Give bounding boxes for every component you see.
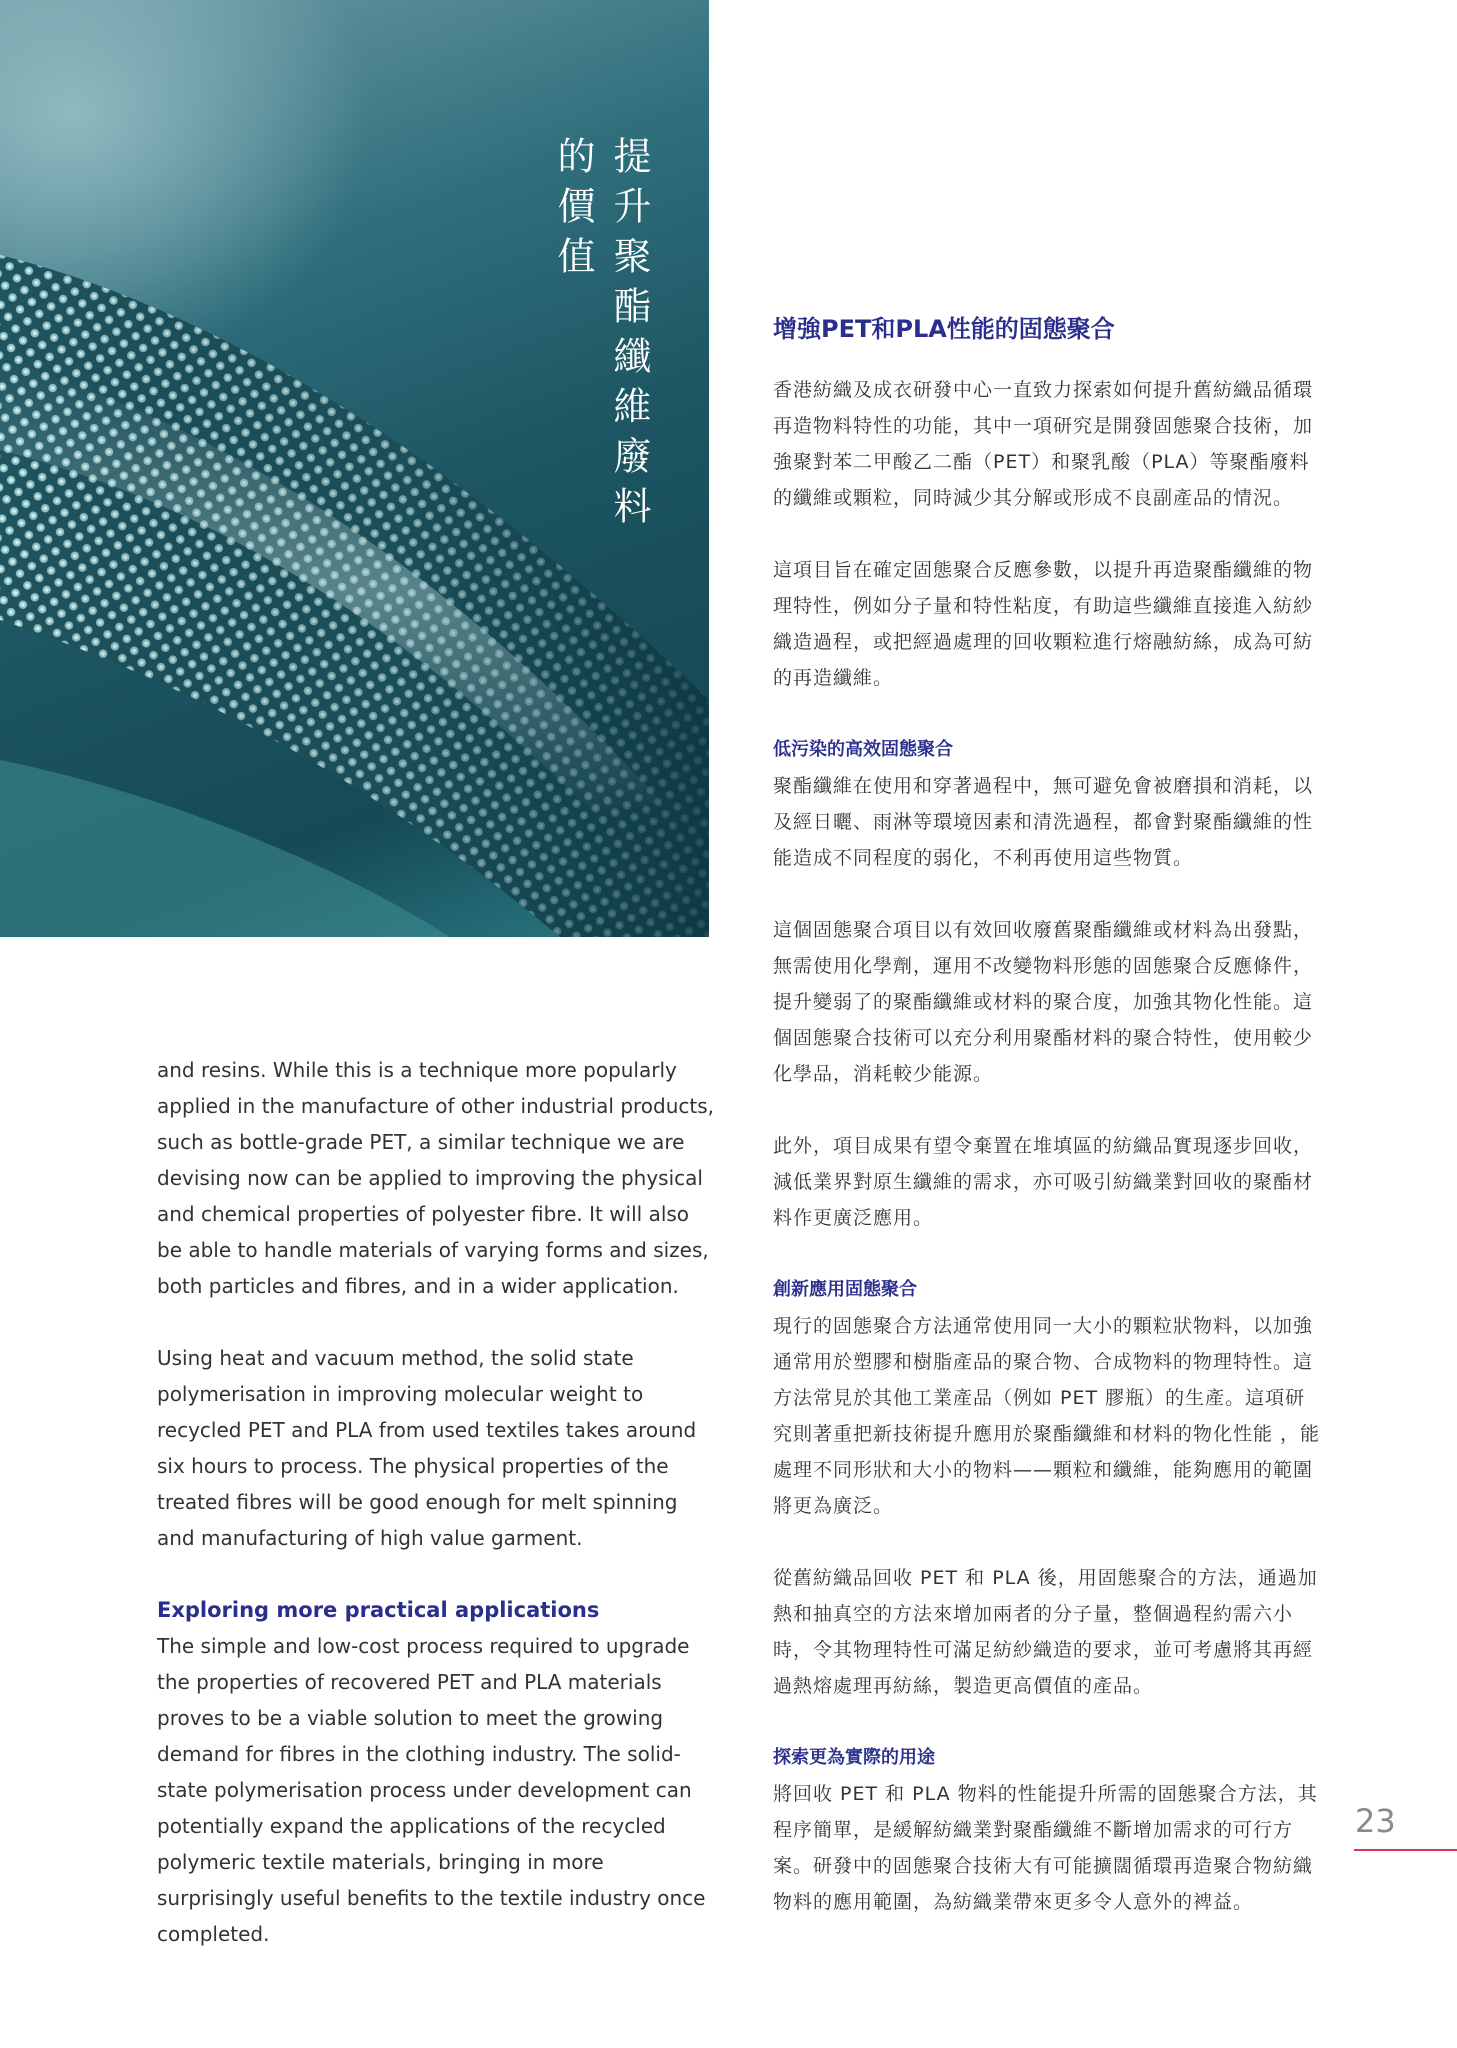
page-number: 23 (1355, 1802, 1396, 1840)
chinese-paragraph-1: 香港紡織及成衣研發中心一直致力探索如何提升舊紡織品循環再造物料特性的功能，其中一項研究是開發固態聚合技術，加強聚對苯二甲酸乙二酯（PET）和聚乳酸（PLA）等聚酯廢料的纖維或顆粒，同時減少其分解或形成不良副產品的情況。 (773, 379, 1314, 509)
hero-fabric-image (0, 0, 709, 937)
english-paragraph-2: Using heat and vacuum method, the solid state polymerisation in improving molecular weight to recycled PET and PLA from used textiles takes around six hours to process. The physical properties of the treated fibres will be good enough for melt spinning and manufacturing of high value garment. (157, 1346, 697, 1550)
chinese-subheading-1: 低污染的高效固態聚合 (773, 739, 953, 760)
chinese-paragraph-3: 聚酯纖維在使用和穿著過程中，無可避免會被磨損和消耗，以及經日曬、雨淋等環境因素和清洗過程，都會對聚酯纖維的性能造成不同程度的弱化，不利再使用這些物質。 (773, 775, 1314, 869)
english-paragraph-1: and resins. While this is a technique more popularly applied in the manufacture of other industrial products, such as bottle-grade PET, a similar technique we are devising now can be applied to improving the physical and chemical properties of polyester fibre. It will also be able to handle materials of varying forms and sizes, both particles and fibres, and in a wider application. (157, 1058, 715, 1298)
chinese-subheading-3: 探索更為實際的用途 (773, 1747, 935, 1768)
chinese-column (773, 310, 1325, 1956)
chinese-subheading-2: 創新應用固態聚合 (773, 1279, 917, 1300)
english-column (157, 1052, 717, 1988)
chinese-paragraph-7: 從舊紡織品回收 PET 和 PLA 後，用固態聚合的方法，通過加熱和抽真空的方法來增加兩者的分子量，整個過程約需六小時，令其物理特性可滿足紡紗織造的要求，並可考慮將其再經過熱熔處理再紡絲，製造更高價值的產品。 (773, 1567, 1318, 1697)
english-paragraph-3: The simple and low-cost process required to upgrade the properties of recovered PET and PLA materials proves to be a viable solution to meet the growing demand for fibres in the clothing industry. The solid-state polymerisation process under development can potentially expand the applications of the recycled polymeric textile materials, bringing in more surprisingly useful benefits to the textile industry once completed. (157, 1634, 706, 1946)
chinese-paragraph-4: 這個固態聚合項目以有效回收廢舊聚酯纖維或材料為出發點，無需使用化學劑，運用不改變物料形態的固態聚合反應條件，提升變弱了的聚酯纖維或材料的聚合度，加強其物化性能。這個固態聚合技術可以充分利用聚酯材料的聚合特性，使用較少化學品，消耗較少能源。 (773, 919, 1314, 1085)
chinese-paragraph-8: 將回收 PET 和 PLA 物料的性能提升所需的固態聚合方法，其程序簡單，是緩解紡織業對聚酯纖維不斷增加需求的可行方案。研發中的固態聚合技術大有可能擴闊循環再造聚合物紡織物料的應用範圍，為紡織業帶來更多令人意外的裨益。 (773, 1783, 1318, 1913)
chinese-paragraph-5: 此外，項目成果有望令棄置在堆填區的紡織品實現逐步回收，減低業界對原生纖維的需求，亦可吸引紡織業對回收的聚酯材料作更廣泛應用。 (773, 1135, 1314, 1229)
english-section-heading: Exploring more practical applications (157, 1598, 600, 1622)
chinese-paragraph-6: 現行的固態聚合方法通常使用同一大小的顆粒狀物料，以加強通常用於塑膠和樹脂產品的聚合物、合成物料的物理特性。這方法常見於其他工業產品（例如 PET 膠瓶）的生產。這項研究則著重把新技術提升應用於聚酯纖維和材料的物化性能 ，能處理不同形狀和大小的物料——顆粒和纖維，能夠應用的範圍將更為廣泛。 (773, 1315, 1321, 1517)
page-number-rule (1354, 1849, 1457, 1851)
chinese-main-heading: 增強PET和PLA性能的固態聚合 (773, 315, 1115, 343)
chinese-paragraph-2: 這項目旨在確定固態聚合反應參數，以提升再造聚酯纖維的物理特性，例如分子量和特性粘度，有助這些纖維直接進入紡紗織造過程，或把經過處理的回收顆粒進行熔融紡絲，成為可紡的再造纖維。 (773, 559, 1314, 689)
hero-title: 提升聚酯纖維廢料 的價值 (551, 136, 651, 536)
